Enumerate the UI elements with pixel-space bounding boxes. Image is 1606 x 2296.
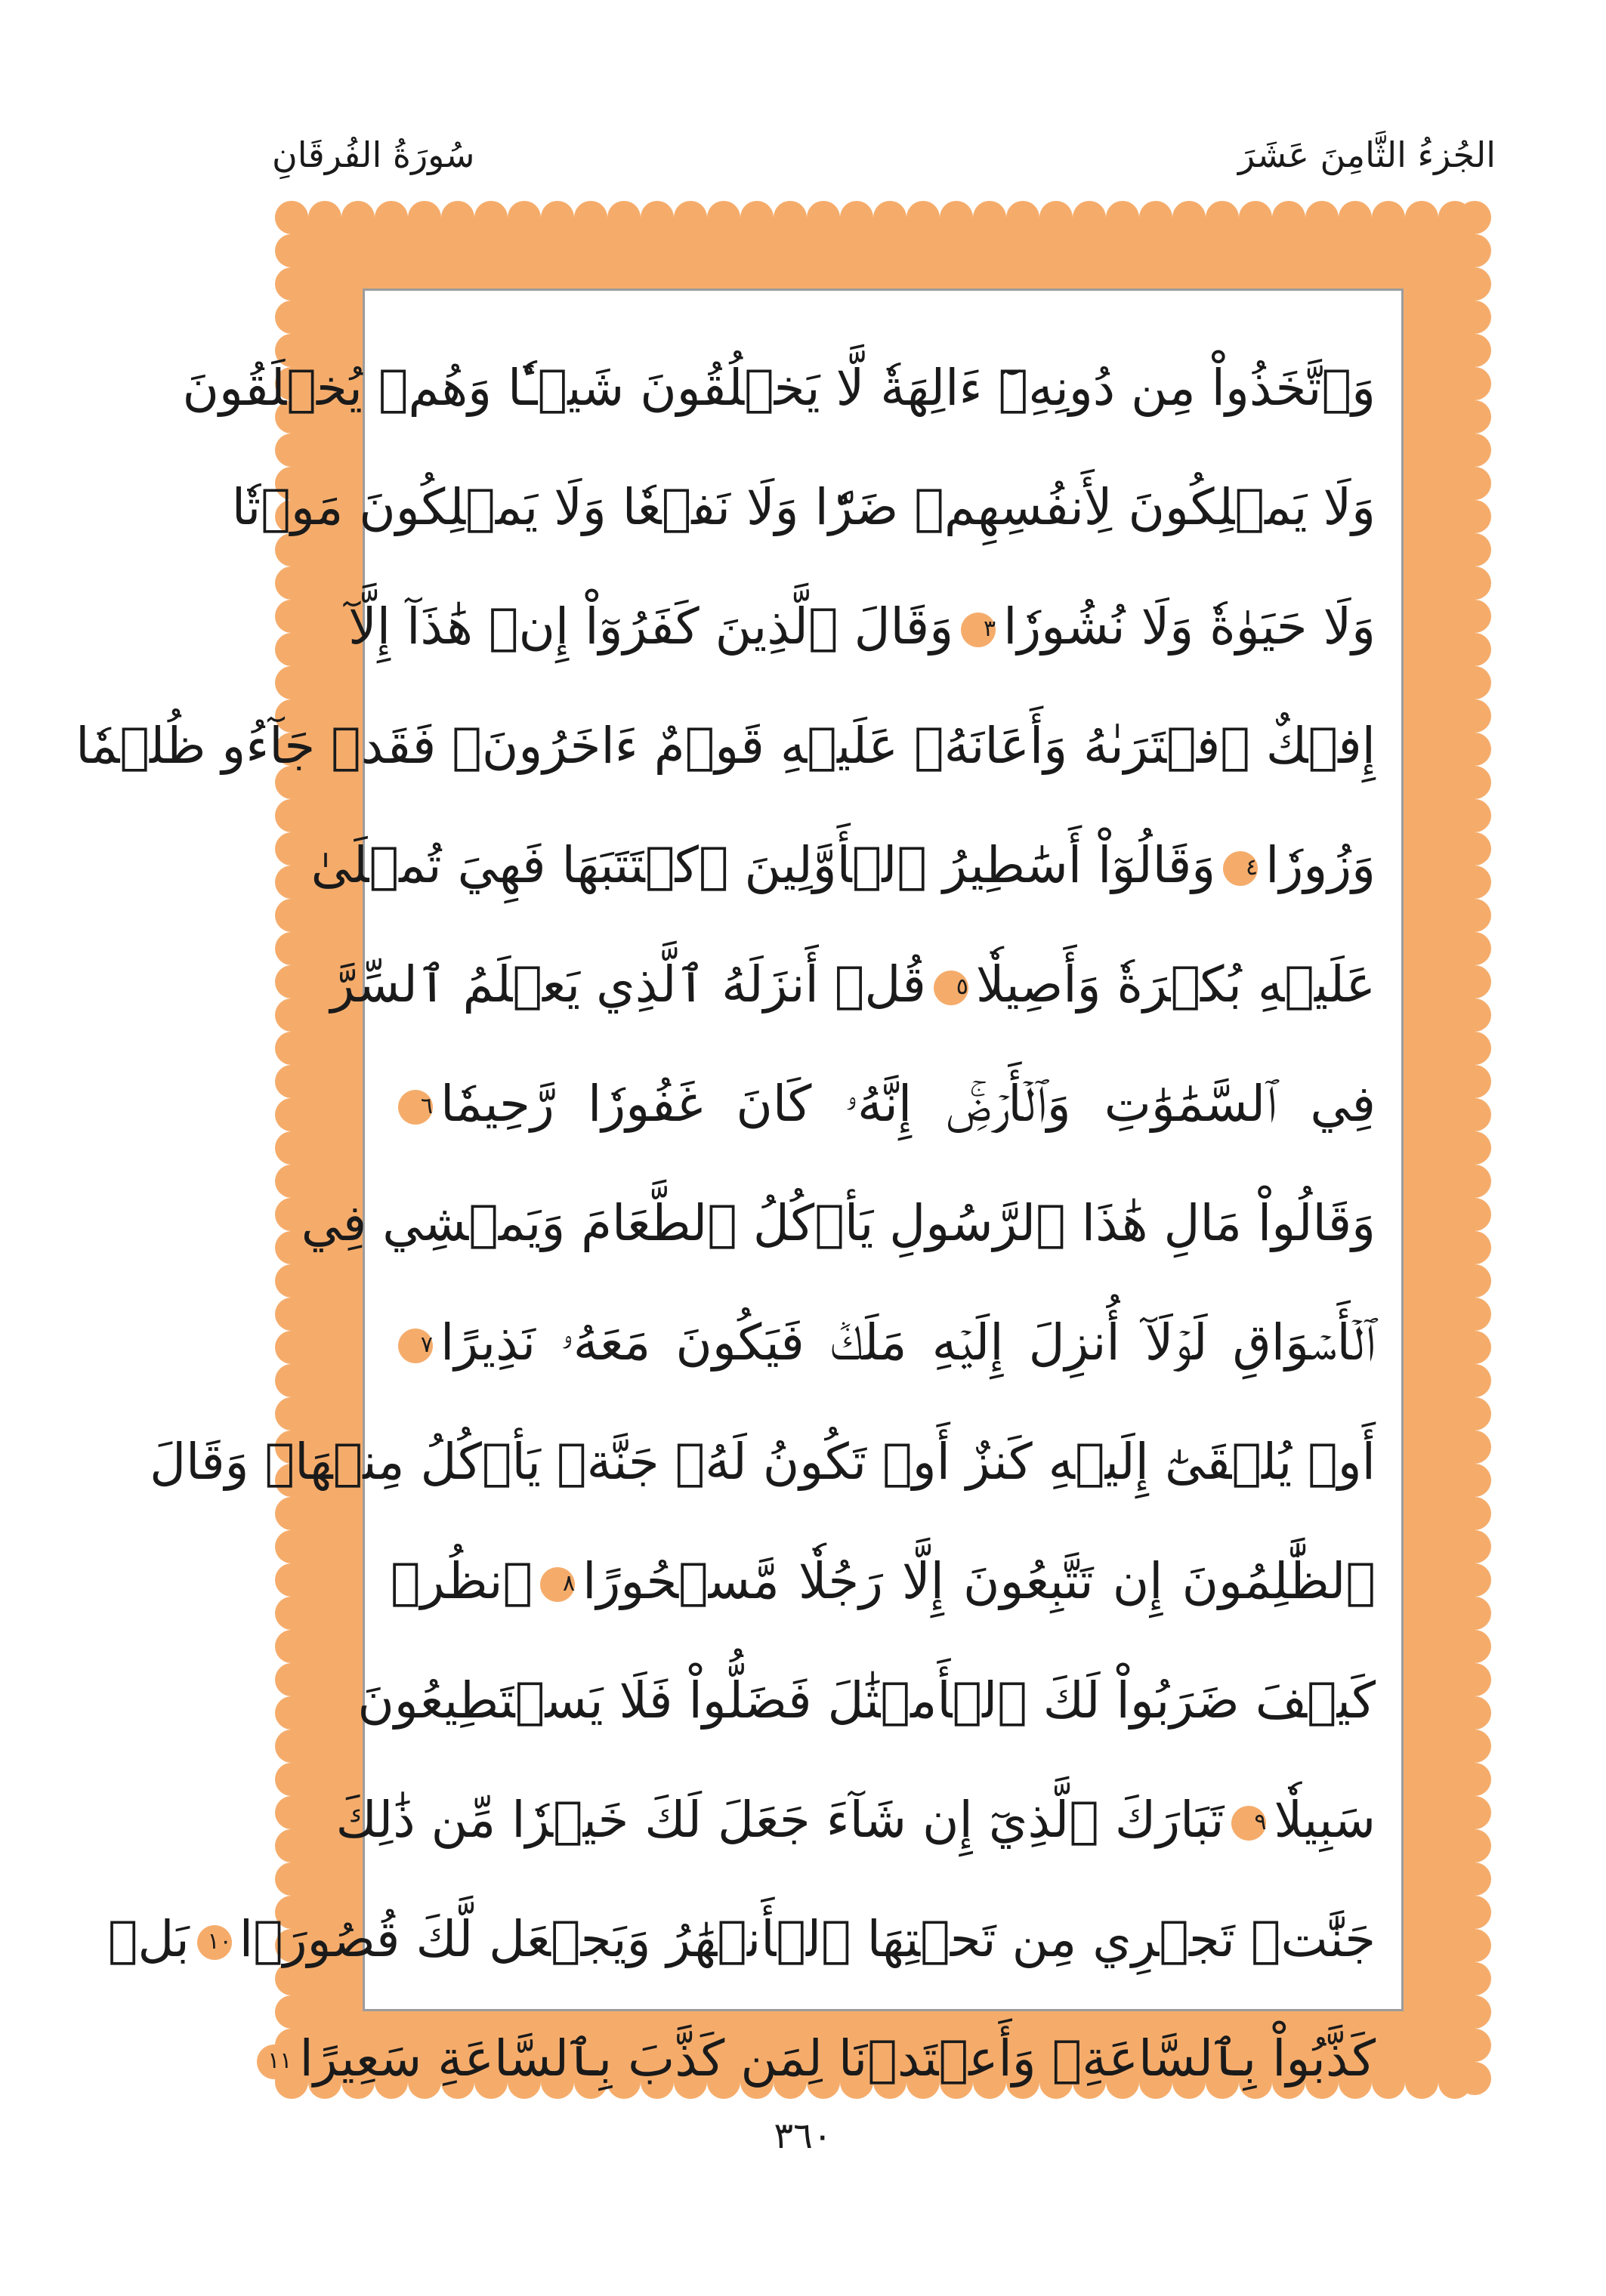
verse-text: ٱلۡأَسۡوَاقِ لَوۡلَآ أُنزِلَ إِلَيۡهِ مَلَكٞ فَيَكُونَ مَعَهُۥ نَذِيرًا [440, 1313, 1376, 1372]
verse-line [330, 925, 1376, 1045]
verse-line [182, 329, 1376, 448]
verse-text: أَوۡ يُلۡقَىٰٓ إِلَيۡهِ كَنزٌ أَوۡ تَكُونُ لَهُۥ جَنَّةٞ يَأۡكُلُ مِنۡهَاۚ وَقَالَ [150, 1433, 1376, 1491]
juz-title: الجُزءُ الثَّامِنَ عَشَرَ [1238, 134, 1496, 175]
ayah-number-marker: ٧ [398, 1329, 433, 1363]
verse-line [107, 1880, 1376, 1999]
verse-line [150, 1403, 1376, 1522]
ayah-number-marker: ٣ [961, 613, 996, 647]
page-header [272, 113, 1496, 196]
verse-text-continued: وَقَالُوٓاْ أَسَٰطِيرُ ٱلۡأَوَّلِينَ ٱكۡتَتَبَهَا فَهِيَ تُمۡلَىٰ [310, 836, 1216, 894]
verse-line [391, 1522, 1376, 1641]
verse-text: وَلَا حَيَوٰةٗ وَلَا نُشُورٗا [1003, 597, 1376, 656]
verse-text: وَٱتَّخَذُواْ مِن دُونِهِۦٓ ءَالِهَةٗ لَّا يَخۡلُقُونَ شَيۡـٔٗا وَهُمۡ يُخۡلَقُونَ [182, 359, 1376, 417]
ayah-number-marker: ١٠ [197, 1925, 232, 1960]
verse-text: كَذَّبُواْ بِٱلسَّاعَةِۖ وَأَعۡتَدۡنَا لِمَن كَذَّبَ بِٱلسَّاعَةِ سَعِيرًا [299, 2029, 1376, 2088]
verse-text: إِفۡكٌ ٱفۡتَرَىٰهُ وَأَعَانَهُۥ عَلَيۡهِ قَوۡمٌ ءَاخَرُونَۖ فَقَدۡ جَآءُو ظُلۡمٗا [76, 717, 1376, 775]
verse-line [348, 567, 1376, 687]
verse-text: كَيۡفَ ضَرَبُواْ لَكَ ٱلۡأَمۡثَٰلَ فَضَلُّواْ فَلَا يَسۡتَطِيعُونَ [357, 1671, 1376, 1730]
verse-line [335, 1761, 1376, 1880]
verse-text: ٱلظَّٰلِمُونَ إِن تَتَّبِعُونَ إِلَّا رَجُلٗا مَّسۡحُورًا [582, 1552, 1376, 1610]
verse-text-continued: قُلۡ أَنزَلَهُ ٱلَّذِي يَعۡلَمُ ٱلسِّرَّ [330, 955, 926, 1014]
ayah-number-marker: ٤ [1223, 851, 1258, 886]
verse-text: عَلَيۡهِ بُكۡرَةٗ وَأَصِيلٗا [975, 955, 1376, 1014]
verse-line [301, 1164, 1376, 1283]
verse-text: وَزُورٗا [1265, 836, 1376, 894]
verse-text-continued: تَبَارَكَ ٱلَّذِيٓ إِن شَآءَ جَعَلَ لَكَ خَيۡرٗا مِّن ذَٰلِكَ [335, 1791, 1225, 1849]
verse-line [391, 1045, 1376, 1164]
verse-text: جَنَّٰتٖ تَجۡرِي مِن تَحۡتِهَا ٱلۡأَنۡهَٰرُ وَيَجۡعَل لَّكَ قُصُورَۢا [239, 1910, 1376, 1968]
verse-text-continued: وَقَالَ ٱلَّذِينَ كَفَرُوٓاْ إِنۡ هَٰذَآ إِلَّآ [348, 597, 954, 656]
verse-line [231, 448, 1376, 567]
verse-text: سَبِيلٗا [1274, 1791, 1376, 1849]
verse-text-continued: بَلۡ [107, 1910, 190, 1968]
verse-text: وَقَالُواْ مَالِ هَٰذَا ٱلرَّسُولِ يَأۡكُلُ ٱلطَّعَامَ وَيَمۡشِي فِي [301, 1194, 1376, 1252]
verse-line [391, 1283, 1376, 1403]
ayah-number-marker: ٦ [398, 1090, 433, 1125]
verse-text-continued: ٱنظُرۡ [391, 1552, 533, 1610]
page-number: ٣٦٠ [774, 2115, 832, 2157]
ornamental-frame [76, 204, 1488, 2096]
ayah-number-marker: ٥ [934, 971, 968, 1005]
verse-line [310, 806, 1376, 925]
quran-text-panel [76, 289, 1404, 2088]
verse-text: وَلَا يَمۡلِكُونَ لِأَنفُسِهِمۡ ضَرّٗا وَلَا نَفۡعٗا وَلَا يَمۡلِكُونَ مَوۡتٗا [231, 478, 1376, 536]
ayah-number-marker: ١١ [257, 2044, 292, 2079]
verse-text: فِي ٱلسَّمَٰوَٰتِ وَٱلۡأَرۡضِۚ إِنَّهُۥ كَانَ غَفُورٗا رَّحِيمٗا [440, 1075, 1376, 1133]
surah-title: سُورَةُ الفُرقَانِ [272, 134, 475, 175]
ayah-number-marker: ٨ [540, 1567, 575, 1602]
ayah-number-marker: ٩ [1231, 1806, 1266, 1841]
verse-line [357, 1641, 1376, 1761]
verse-line [76, 687, 1376, 806]
verse-line [267, 1999, 1376, 2119]
